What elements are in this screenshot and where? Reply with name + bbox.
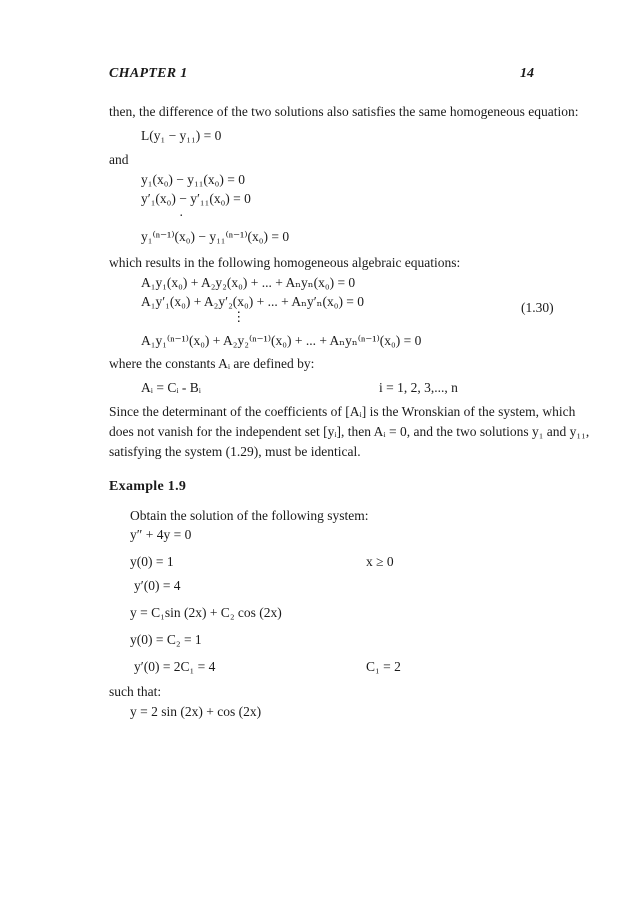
such-that-label: such that: [109, 684, 162, 699]
paragraph-wronskian-line-1: Since the determinant of the coefficients of [Aᵢ] is the Wronskian of the system, which [109, 404, 576, 419]
equation-initial-derivative: y′₁(x₀) − y′₁₁(x₀) = 0 [141, 191, 251, 206]
equation-initial-value: y₁(x₀) − y₁₁(x₀) = 0 [141, 172, 245, 187]
chapter-header: CHAPTER 1 [109, 66, 188, 81]
example-initial-value: y(0) = 1 [130, 554, 174, 569]
system-vertical-dots: ⋮ [232, 309, 246, 324]
equation-number: (1.30) [521, 300, 554, 315]
word-and: and [109, 152, 129, 167]
equation-difference: L(y₁ − y₁₁) = 0 [141, 128, 222, 143]
paragraph-constants: where the constants Aᵢ are defined by: [109, 356, 315, 371]
page-number: 14 [520, 66, 534, 81]
paragraph-wronskian-line-2: does not vanish for the independent set [yᵢ], then Aᵢ = 0, and the two solutions y₁ and y₁₁, [109, 424, 590, 439]
paragraph-algebraic: which results in the following homogeneous algebraic equations: [109, 255, 461, 270]
example-c2-value: y(0) = C₂ = 1 [130, 632, 202, 647]
example-final-solution: y = 2 sin (2x) + cos (2x) [130, 704, 262, 719]
example-intro: Obtain the solution of the following system: [130, 508, 369, 523]
vertical-ellipsis: · [179, 208, 184, 223]
paragraph-wronskian-line-3: satisfying the system (1.29), must be identical. [109, 444, 361, 459]
example-general-solution: y = C₁sin (2x) + C₂ cos (2x) [130, 605, 282, 620]
example-initial-derivative: y′(0) = 4 [134, 578, 181, 593]
system-equation-2: A₁y′₁(x₀) + A₂y′₂(x₀) + ... + Aₙy′ₙ(x₀) = 0 [141, 294, 365, 309]
example-ode: y″ + 4y = 0 [130, 527, 192, 542]
constant-definition: Aᵢ = Cᵢ - Bᵢ [141, 380, 201, 395]
example-title: Example 1.9 [109, 479, 187, 494]
equation-initial-nth-derivative: y₁⁽ⁿ⁻¹⁾(x₀) − y₁₁⁽ⁿ⁻¹⁾(x₀) = 0 [141, 229, 290, 244]
example-c1-equation: y′(0) = 2C₁ = 4 [134, 659, 216, 674]
example-domain: x ≥ 0 [366, 554, 394, 569]
system-equation-1: A₁y₁(x₀) + A₂y₂(x₀) + ... + Aₙyₙ(x₀) = 0 [141, 275, 356, 290]
paragraph-intro: then, the difference of the two solutions also satisfies the same homogeneous equation: [109, 104, 579, 119]
example-c1-value: C₁ = 2 [366, 659, 401, 674]
index-range: i = 1, 2, 3,..., n [379, 380, 458, 395]
system-equation-n: A₁y₁⁽ⁿ⁻¹⁾(x₀) + A₂y₂⁽ⁿ⁻¹⁾(x₀) + ... + Aₙyₙ⁽ⁿ⁻¹⁾(x₀) = 0 [141, 333, 422, 348]
